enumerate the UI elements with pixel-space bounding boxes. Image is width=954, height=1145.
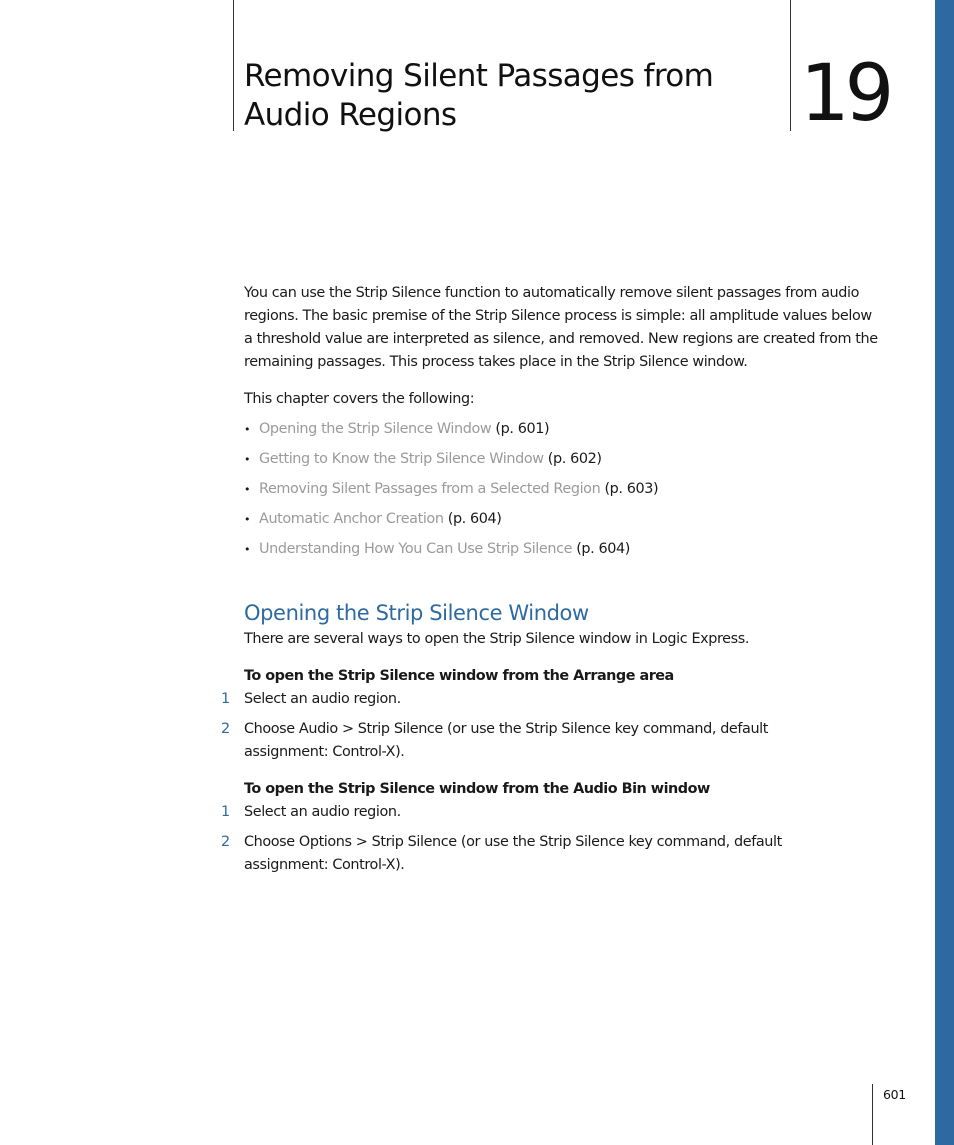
step-text: Select an audio region. [244, 691, 401, 707]
step-number: 1 [221, 804, 230, 820]
section-heading: Opening the Strip Silence Window [244, 601, 589, 625]
bullet-icon: • [244, 543, 251, 556]
toc-item [244, 478, 658, 508]
toc-page-ref: (p. 602) [543, 451, 602, 467]
chapter-number: 19 [800, 49, 890, 139]
bullet-icon: • [244, 453, 251, 466]
step-number: 2 [221, 721, 230, 737]
task-title-audio-bin: To open the Strip Silence window from the Audio Bin window [244, 781, 710, 797]
toc-page-ref: (p. 603) [600, 481, 659, 497]
task-steps-audio-bin [210, 801, 810, 884]
toc-page-ref: (p. 604) [572, 541, 631, 557]
chapter-covers-label: This chapter covers the following: [244, 391, 475, 407]
section-intro: There are several ways to open the Strip Silence window in Logic Express. [244, 631, 750, 647]
step-text: Choose Options > Strip Silence (or use the Strip Silence key command, default assignment: Control-X). [244, 834, 782, 873]
toc-item [244, 448, 658, 478]
step-item [210, 718, 810, 764]
step-text: Select an audio region. [244, 804, 401, 820]
bullet-icon: • [244, 483, 251, 496]
toc-page-ref: (p. 604) [443, 511, 502, 527]
toc-item [244, 538, 658, 568]
bullet-icon: • [244, 423, 251, 436]
toc-link-removing-silent-passages[interactable]: Removing Silent Passages from a Selected Region [259, 481, 601, 497]
step-text: Choose Audio > Strip Silence (or use the Strip Silence key command, default assignment: Control-X). [244, 721, 769, 760]
step-number: 1 [221, 691, 230, 707]
title-right-rule [790, 0, 791, 131]
title-left-rule [233, 0, 234, 131]
toc-link-understanding-strip-silence[interactable]: Understanding How You Can Use Strip Silence [259, 541, 573, 557]
task-steps-arrange-area [210, 688, 810, 771]
chapter-toc-list [244, 418, 658, 568]
toc-link-getting-to-know-window[interactable]: Getting to Know the Strip Silence Window [259, 451, 544, 467]
toc-item [244, 508, 658, 538]
step-item [210, 801, 810, 824]
intro-paragraph: You can use the Strip Silence function to automatically remove silent passages from audio regions. The basic premise of the Strip Silence process is simple: all amplitude values below a threshold value are interpreted as silence, and removed. New regions are created from the remaining passages. This process takes place in the Strip Silence window. [244, 285, 878, 370]
task-title-arrange-area: To open the Strip Silence window from the Arrange area [244, 668, 674, 684]
bullet-icon: • [244, 513, 251, 526]
chapter-side-tab [935, 0, 954, 1145]
toc-page-ref: (p. 601) [491, 421, 550, 437]
step-item [210, 688, 810, 711]
toc-link-opening-strip-silence-window[interactable]: Opening the Strip Silence Window [259, 421, 492, 437]
chapter-title: Removing Silent Passages from Audio Regions [244, 58, 714, 133]
toc-item [244, 418, 658, 448]
step-number: 2 [221, 834, 230, 850]
toc-link-automatic-anchor-creation[interactable]: Automatic Anchor Creation [259, 511, 444, 527]
footer-rule [872, 1084, 873, 1145]
step-item [210, 831, 810, 877]
page-number: 601 [883, 1087, 906, 1102]
